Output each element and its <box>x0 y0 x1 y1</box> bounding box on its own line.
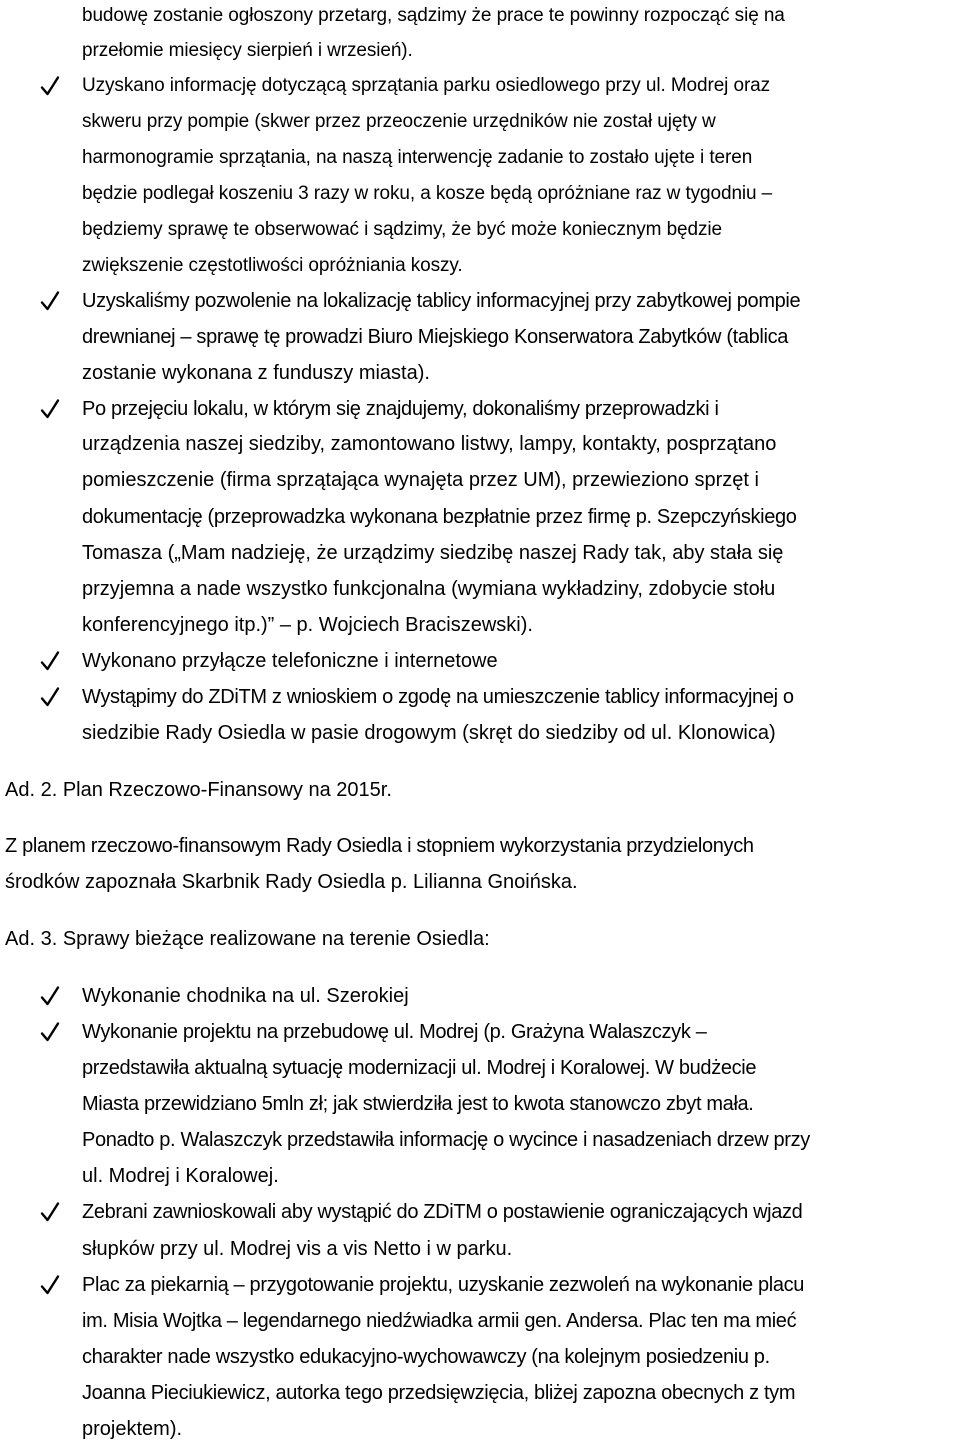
text-line: zwiększenie częstotliwości opróżniania koszy. <box>82 255 463 276</box>
text-line: będzie podlegał koszeniu 3 razy w roku, a kosze będą opróżniane raz w tygodniu – <box>82 183 773 204</box>
checkmark-icon <box>40 398 60 420</box>
text-line: Ad. 3. Sprawy bieżące realizowane na terenie Osiedla: <box>5 928 490 950</box>
text-line: dokumentację (przeprowadzka wykonana bezpłatnie przez firmę p. Szepczyńskiego <box>82 506 797 528</box>
text-line: Ponadto p. Walaszczyk przedstawiła informację o wycince i nasadzeniach drzew przy <box>82 1129 810 1151</box>
text-line: słupków przy ul. Modrej vis a vis Netto i w parku. <box>82 1238 513 1260</box>
text-line: im. Misia Wojtka – legendarnego niedźwiadka armii gen. Andersa. Plac ten ma mieć <box>82 1310 797 1332</box>
text-line: siedzibie Rady Osiedla w pasie drogowym (skręt do siedziby od ul. Klonowica) <box>82 722 776 744</box>
text-line: harmonogramie sprzątania, na naszą interwencję zadanie to zostało ujęte i teren <box>82 147 753 168</box>
text-line: Wykonanie chodnika na ul. Szerokiej <box>82 985 409 1007</box>
text-line: przełomie miesięcy sierpień i wrzesień). <box>82 40 413 61</box>
text-line: Uzyskaliśmy pozwolenie na lokalizację tablicy informacyjnej przy zabytkowej pompie <box>82 290 801 312</box>
text-line: środków zapoznała Skarbnik Rady Osiedla p. Lilianna Gnoińska. <box>5 871 578 893</box>
text-line: Wystąpimy do ZDiTM z wnioskiem o zgodę na umieszczenie tablicy informacyjnej o <box>82 686 794 708</box>
text-line: pomieszczenie (firma sprzątająca wynajęta przez UM), przewieziono sprzęt i <box>82 469 759 491</box>
text-line: ul. Modrej i Koralowej. <box>82 1165 279 1187</box>
text-line: Zebrani zawnioskowali aby wystąpić do ZDiTM o postawienie ograniczających wjazd <box>82 1201 803 1223</box>
checkmark-icon <box>40 1274 60 1296</box>
checkmark-icon <box>40 686 60 708</box>
checkmark-icon <box>40 650 60 672</box>
text-line: projektem). <box>82 1418 183 1440</box>
text-line: charakter nade wszystko edukacyjno-wychowawczy (na kolejnym posiedzeniu p. <box>82 1346 770 1368</box>
checkmark-icon <box>40 290 60 312</box>
text-line: Tomasza („Mam nadzieję, że urządzimy siedzibę naszej Rady tak, aby stała się <box>82 542 784 564</box>
text-line: przyjemna a nade wszystko funkcjonalna (wymiana wykładziny, zdobycie stołu <box>82 578 776 600</box>
text-line: przedstawiła aktualną sytuację modernizacji ul. Modrej i Koralowej. W budżecie <box>82 1057 757 1079</box>
text-line: budowę zostanie ogłoszony przetarg, sądzimy że prace te powinny rozpocząć się na <box>82 5 785 26</box>
checkmark-icon <box>40 1201 60 1223</box>
text-line: Po przejęciu lokalu, w którym się znajdujemy, dokonaliśmy przeprowadzki i <box>82 398 719 420</box>
text-line: skweru przy pompie (skwer przez przeoczenie urzędników nie został ujęty w <box>82 111 716 132</box>
checkmark-icon <box>40 1021 60 1043</box>
text-line: urządzenia naszej siedziby, zamontowano listwy, lampy, kontakty, posprzątano <box>82 433 777 455</box>
text-line: drewnianej – sprawę tę prowadzi Biuro Miejskiego Konserwatora Zabytków (tablica <box>82 326 789 348</box>
text-line: Uzyskano informację dotyczącą sprzątania parku osiedlowego przy ul. Modrej oraz <box>82 75 771 96</box>
checkmark-icon <box>40 75 60 97</box>
text-line: Joanna Pieciukiewicz, autorka tego przedsięwzięcia, bliżej zapozna obecnych z tym <box>82 1382 796 1404</box>
text-line: Z planem rzeczowo-finansowym Rady Osiedla i stopniem wykorzystania przydzielonych <box>5 835 754 857</box>
text-line: będziemy sprawę te obserwować i sądzimy, że być może koniecznym będzie <box>82 219 722 240</box>
text-line: Ad. 2. Plan Rzeczowo-Finansowy na 2015r. <box>5 779 392 801</box>
text-line: Wykonano przyłącze telefoniczne i internetowe <box>82 650 498 672</box>
text-line: Plac za piekarnią – przygotowanie projektu, uzyskanie zezwoleń na wykonanie placu <box>82 1274 805 1296</box>
text-line: Miasta przewidziano 5mln zł; jak stwierdziła jest to kwota stanowczo zbyt mała. <box>82 1093 754 1115</box>
text-line: zostanie wykonana z funduszy miasta). <box>82 362 430 384</box>
text-line: Wykonanie projektu na przebudowę ul. Modrej (p. Grażyna Walaszczyk – <box>82 1021 707 1043</box>
text-line: konferencyjnego itp.)” – p. Wojciech Braciszewski). <box>82 614 533 636</box>
checkmark-icon <box>40 985 60 1007</box>
